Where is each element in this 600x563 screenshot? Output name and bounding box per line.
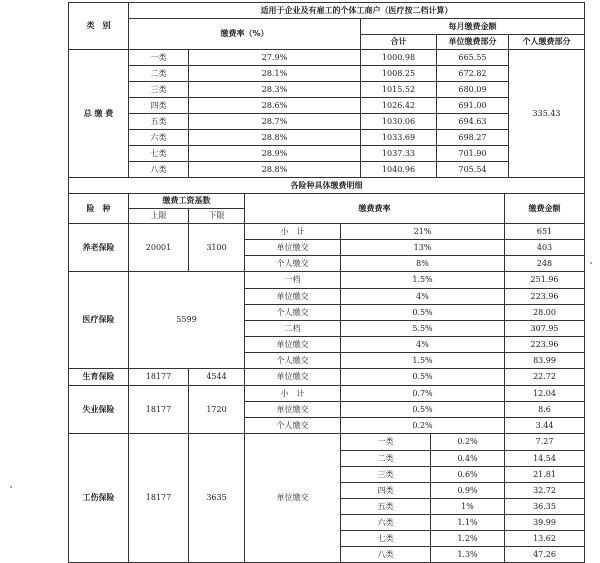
amount-cell: 7.27 [505,434,585,451]
injury-lower: 3635 [189,434,245,563]
payer-cell: 个人缴交 [245,256,341,272]
unit-cell: 698.27 [437,130,509,146]
payer-cell: 个人缴交 [245,418,341,434]
payer-cell: 单位缴交 [245,402,341,418]
amount-cell: 12.04 [505,386,585,402]
total-cell: 1026.42 [361,98,437,114]
rate-cell: 5.5% [341,321,505,337]
amount-cell: 223.96 [505,289,585,305]
pension-label: 养老保险 [69,224,129,272]
rate-cell: 8% [341,256,505,272]
total-cell: 1015.52 [361,82,437,98]
amount-cell: 32.72 [505,483,585,499]
unit-cell: 694.63 [437,114,509,130]
class-cell: 六类 [341,515,431,531]
rate-cell: 27.9% [189,50,361,66]
class-cell: 二类 [129,66,189,82]
rate-header: 缴费率（%） [129,19,361,50]
rate-cell: 4% [341,337,505,353]
rate-cell: 0.5% [341,402,505,418]
rate-cell: 28.7% [189,114,361,130]
tier-cell: 一档 [245,272,341,289]
injury-label: 工伤保险 [69,434,129,563]
upper-header: 上限 [129,209,189,224]
total-header: 合计 [361,35,437,50]
class-cell: 七类 [341,531,431,547]
scan-speck [10,486,12,488]
amount-cell: 3.44 [505,418,585,434]
rate-cell: 0.2% [341,418,505,434]
total-cell: 1033.69 [361,130,437,146]
unemployment-label: 失业保险 [69,386,129,434]
rate-cell: 4% [341,289,505,305]
tier-cell: 二档 [245,321,341,337]
class-cell: 六类 [129,130,189,146]
class-cell: 八类 [129,162,189,178]
amount-cell: 47.26 [505,547,585,563]
payer-cell: 小 计 [245,224,341,240]
class-cell: 五类 [129,114,189,130]
amount-cell: 251.96 [505,272,585,289]
fee-table-page [68,2,584,563]
class-cell: 三类 [341,467,431,483]
rate-cell: 28.6% [189,98,361,114]
class-cell: 一类 [341,434,431,451]
rate-cell: 28.8% [189,130,361,146]
rate-cell: 1.3% [431,547,505,563]
amount-cell: 28.00 [505,305,585,321]
total-cell: 1008.25 [361,66,437,82]
rate-cell: 28.9% [189,146,361,162]
unit-cell: 680.09 [437,82,509,98]
pension-upper: 20001 [129,224,189,272]
class-cell: 五类 [341,499,431,515]
rate-cell: 0.5% [341,305,505,321]
medical-base: 5599 [129,272,245,369]
rate-cell: 28.3% [189,82,361,98]
amount-cell: 22.72 [505,369,585,386]
injury-payer: 单位缴交 [245,434,341,563]
rate-cell: 21% [341,224,505,240]
total-cell: 1040.96 [361,162,437,178]
amount-cell: 403 [505,240,585,256]
class-cell: 一类 [129,50,189,66]
rate-cell: 28.8% [189,162,361,178]
rate-cell: 1.5% [341,353,505,369]
rate-cell: 13% [341,240,505,256]
rate-cell: 0.7% [341,386,505,402]
payer-cell: 个人缴交 [245,305,341,321]
rate-cell: 1.5% [341,272,505,289]
amount-cell: 223.96 [505,337,585,353]
rate-cell: 1.2% [431,531,505,547]
pension-lower: 3100 [189,224,245,272]
unit-part-header: 单位缴费部分 [437,35,509,50]
payer-cell: 个人缴交 [245,353,341,369]
class-cell: 二类 [341,451,431,467]
payer-cell: 小 计 [245,386,341,402]
section-title: 适用于企业及有雇工的个体工商户（医疗按二档计算） [129,3,585,19]
class-cell: 四类 [129,98,189,114]
medical-label: 医疗保险 [69,272,129,369]
maternity-label: 生育保险 [69,369,129,386]
total-cell: 1000.98 [361,50,437,66]
maternity-upper: 18177 [129,369,189,386]
personal-part-header: 个人缴费部分 [509,35,585,50]
rate-cell: 1% [431,499,505,515]
injury-upper: 18177 [129,434,189,563]
amount-cell: 248 [505,256,585,272]
lower-header: 下限 [189,209,245,224]
class-cell: 三类 [129,82,189,98]
rate-cell: 0.4% [431,451,505,467]
rate-cell: 0.9% [431,483,505,499]
class-cell: 八类 [341,547,431,563]
detail-title: 各险种具体缴费明细 [69,178,585,194]
payer-cell: 单位缴交 [245,289,341,305]
category-header: 类 别 [69,3,129,50]
unit-cell: 701.90 [437,146,509,162]
total-cell: 1030.06 [361,114,437,130]
class-cell: 七类 [129,146,189,162]
unit-cell: 705.54 [437,162,509,178]
amount-cell: 13.62 [505,531,585,547]
rate-cell: 0.6% [431,467,505,483]
amount-cell: 8.6 [505,402,585,418]
unit-cell: 672.82 [437,66,509,82]
payer-cell: 单位缴交 [245,240,341,256]
rate-cell: 0.2% [431,434,505,451]
payer-cell: 单位缴交 [245,337,341,353]
detail-table [68,177,585,563]
amount-cell: 39.99 [505,515,585,531]
unit-cell: 691.00 [437,98,509,114]
amount-cell: 307.95 [505,321,585,337]
monthly-header: 每月缴费金额 [361,19,585,35]
amount-cell: 651 [505,224,585,240]
unit-cell: 665.55 [437,50,509,66]
amount-cell: 14.54 [505,451,585,467]
personal-part-value: 335.43 [509,50,585,178]
rate-cell: 28.1% [189,66,361,82]
total-cell: 1037.33 [361,146,437,162]
rate-cell: 1.1% [431,515,505,531]
unemployment-upper: 18177 [129,386,189,434]
total-fee-label: 总 缴 费 [69,50,129,178]
summary-table [68,2,585,178]
rate-header: 缴费费率 [245,194,505,224]
scan-speck [590,262,592,264]
maternity-lower: 4544 [189,369,245,386]
insurance-type-header: 险 种 [69,194,129,224]
rate-cell: 0.5% [341,369,505,386]
amount-cell: 83.99 [505,353,585,369]
class-cell: 四类 [341,483,431,499]
amount-cell: 36.35 [505,499,585,515]
base-header: 缴费工资基数 [129,194,245,209]
amount-cell: 21.81 [505,467,585,483]
amount-header: 缴费金额 [505,194,585,224]
payer-cell: 单位缴交 [245,369,341,386]
unemployment-lower: 1720 [189,386,245,434]
